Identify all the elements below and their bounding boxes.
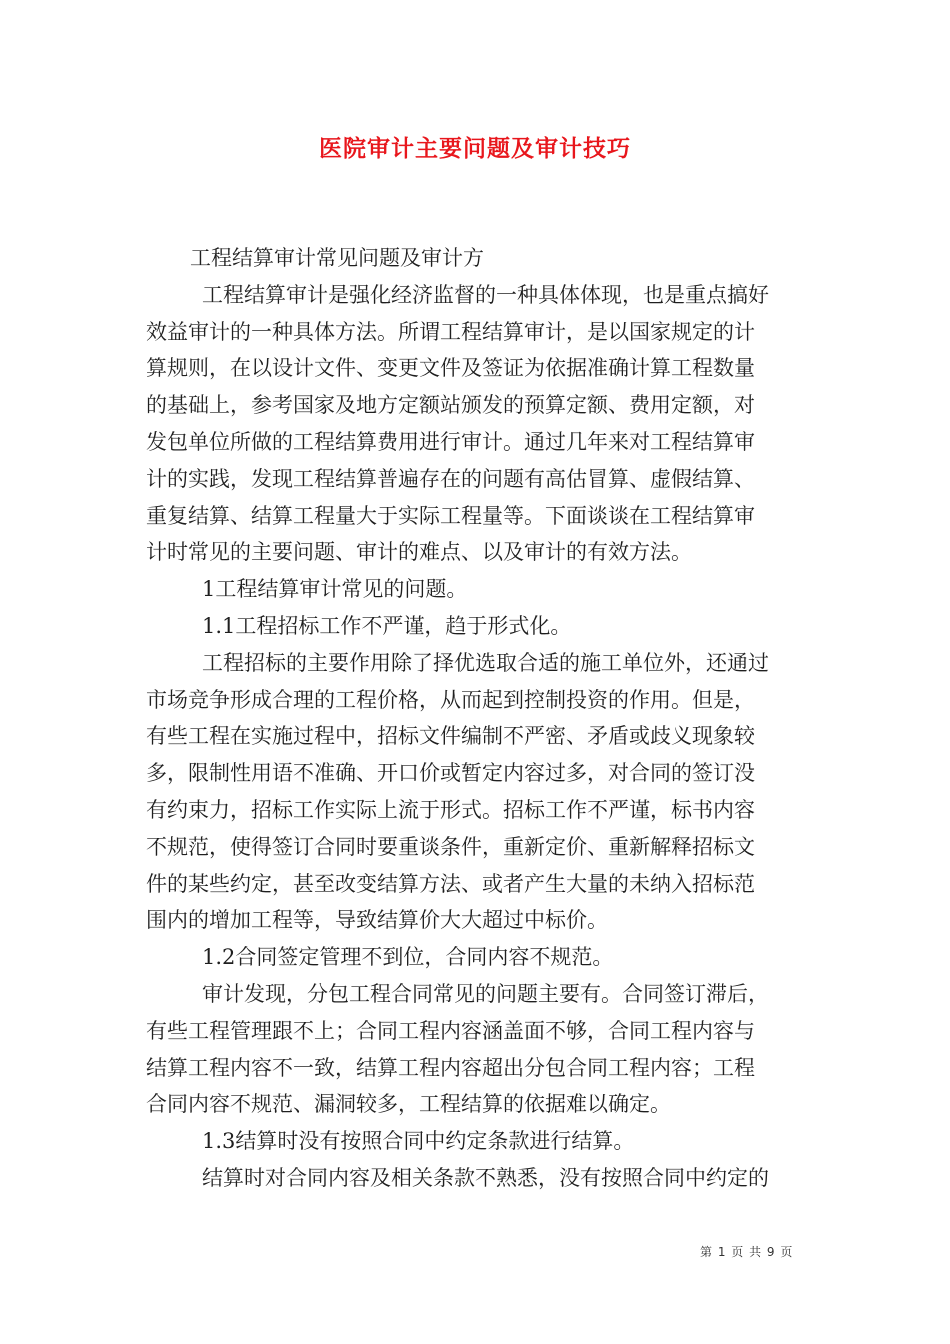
document-body bbox=[146, 240, 806, 1197]
paragraph-line: 有约束力，招标工作实际上流于形式。招标工作不严谨，标书内容 bbox=[146, 797, 755, 822]
paragraph-line: 的基础上，参考国家及地方定额站颁发的预算定额、费用定额，对 bbox=[146, 393, 755, 418]
paragraph-line: 有些工程在实施过程中，招标文件编制不严密、矛盾或歧义现象较 bbox=[146, 724, 755, 749]
subsection-heading: 1.2合同签定管理不到位，合同内容不规范。 bbox=[202, 945, 614, 970]
paragraph-line: 合同内容不规范、漏洞较多，工程结算的依据难以确定。 bbox=[146, 1092, 671, 1117]
paragraph-line: 不规范，使得签订合同时要重谈条件，重新定价、重新解释招标文 bbox=[146, 834, 755, 859]
paragraph-line: 重复结算、结算工程量大于实际工程量等。下面谈谈在工程结算审 bbox=[146, 503, 755, 528]
paragraph-line: 算规则，在以设计文件、变更文件及签证为依据准确计算工程数量 bbox=[146, 356, 755, 381]
subsection-heading: 1.1工程招标工作不严谨，趋于形式化。 bbox=[202, 613, 572, 638]
paragraph-line: 围内的增加工程等，导致结算价大大超过中标价。 bbox=[146, 908, 608, 933]
section-heading: 1工程结算审计常见的问题。 bbox=[202, 577, 468, 602]
paragraph-line: 工程结算审计是强化经济监督的一种具体体现，也是重点搞好 bbox=[202, 282, 769, 307]
paragraph-line: 审计发现，分包工程合同常见的问题主要有。合同签订滞后， bbox=[202, 981, 769, 1006]
paragraph-line: 结算时对合同内容及相关条款不熟悉，没有按照合同中约定的 bbox=[202, 1165, 769, 1190]
paragraph-line: 件的某些约定，甚至改变结算方法、或者产生大量的未纳入招标范 bbox=[146, 871, 755, 896]
paragraph-line: 计时常见的主要问题、审计的难点、以及审计的有效方法。 bbox=[146, 540, 692, 565]
subsection-heading: 1.3结算时没有按照合同中约定条款进行结算。 bbox=[202, 1129, 635, 1154]
paragraph-line: 工程招标的主要作用除了择优选取合适的施工单位外，还通过 bbox=[202, 650, 769, 675]
page-number: 第 1 页 共 9 页 bbox=[700, 1245, 794, 1259]
document-title: 医院审计主要问题及审计技巧 bbox=[319, 136, 631, 162]
paragraph-line: 结算工程内容不一致，结算工程内容超出分包合同工程内容；工程 bbox=[146, 1055, 755, 1080]
paragraph-line: 计的实践，发现工程结算普遍存在的问题有高估冒算、虚假结算、 bbox=[146, 466, 755, 491]
paragraph-line: 市场竞争形成合理的工程价格，从而起到控制投资的作用。但是， bbox=[146, 687, 755, 712]
paragraph-line: 有些工程管理跟不上；合同工程内容涵盖面不够，合同工程内容与 bbox=[146, 1018, 755, 1043]
paragraph-line: 发包单位所做的工程结算费用进行审计。通过几年来对工程结算审 bbox=[146, 429, 755, 454]
paragraph-line: 多，限制性用语不准确、开口价或暂定内容过多，对合同的签订没 bbox=[146, 761, 755, 786]
paragraph-line: 工程结算审计常见问题及审计方 bbox=[190, 246, 484, 270]
paragraph-line: 效益审计的一种具体方法。所谓工程结算审计，是以国家规定的计 bbox=[146, 319, 755, 344]
